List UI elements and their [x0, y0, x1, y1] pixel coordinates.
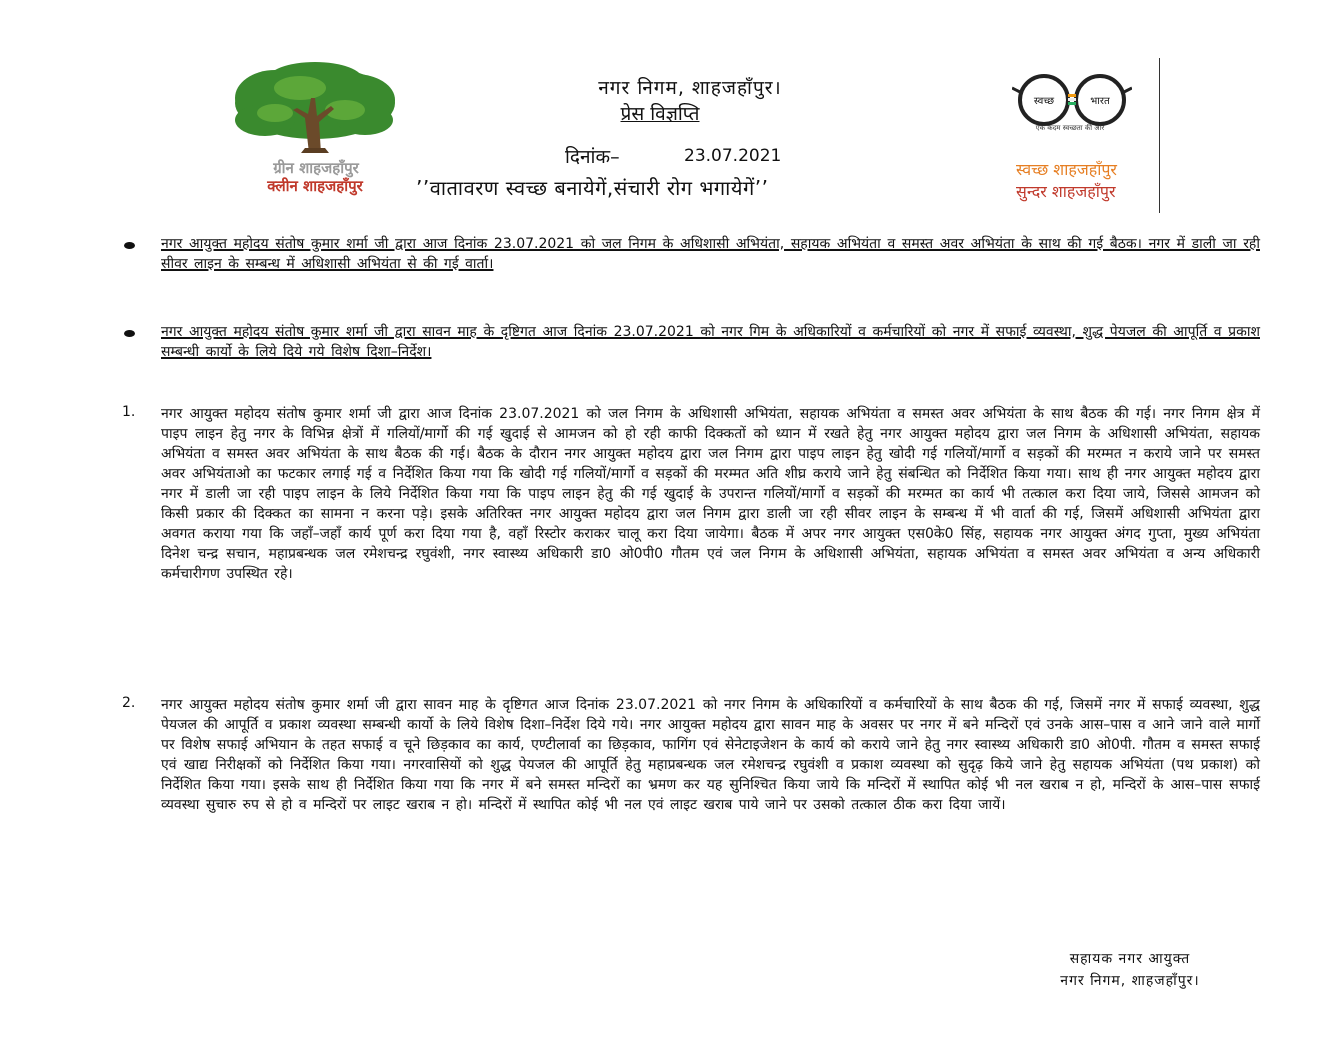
paragraph-text: नगर आयुक्त महोदय संतोष कुमार शर्मा जी द्वारा आज दिनांक 23.07.2021 को जल निगम के अधिशासी अभियंता, सहायक अभियंता व समस्त अवर अभियंता के साथ बैठक की गई। नगर निगम क्षेत्र में पाइप लाइन हेतु नगर के विभिन्न क्षेत्रों में गलियों/मार्गो की गई खुदाई से आमजन को हो रही काफी दिक्कतों को ध्यान में रखते हेतु नगर आयुक्त महोदय द्वारा जल निगम के अधिशासी अभियंता, सहायक अभियंता व समस्त अवर अभियंता के साथ बैठक की गई। बैठक के दौरान नगर आयुक्त महोदय द्वारा जल निगम द्वारा पाइप लाइन हेतु खोदी गई गलियों/मार्गो व सड़कों की मरम्मत न कराये जाने पर समस्त अवर अभियंताओ का फटकार लगाई गई व निर्देशित किया गया कि खोदी गई गलियों/मार्गो व सड़कों की मरम्मत अति शीघ्र कराये जाने हेतु संबन्धित को निर्देशित किया गया। साथ ही नगर आयुक्त महोदय द्वारा नगर में डाली जा रही पाइप लाइन के लिये निर्देशित किया गया कि पाइप लाइन हेतु की गई खुदाई के उपरान्त गलियों/मार्गो व सड़कों की मरम्मत का कार्य भी तत्काल करा दिया जाये, जिससे आमजन को किसी प्रकार की दिक्कत का सामना न करना पड़े। इसके अतिरिक्त नगर आयुक्त महोदय द्वारा जल निगम द्वारा डाली जा रही सीवर लाइन के सम्बन्ध में भी वार्ता की गई, जिसमें अधिशासी अभियंता द्वारा अवगत कराया गया कि जहाँ–जहाँ कार्य पूर्ण करा दिया गया है, वहाँ रिस्टोर कराकर चालू करा दिया जायेगा। बैठक में अपर नगर आयुक्त एस0के0 सिंह, सहायक नगर आयुक्त अंगद गुप्ता, मुख्य अभियंता दिनेश चन्द्र सचान, महाप्रबन्धक जल रमेशचन्द्र रघुवंशी, नगर स्वास्थ्य अधिकारी डा0 ओ0पी0 गौतम एवं जल निगम के अधिशासी अभियंता, सहायक अभियंता व समस्त अवर अभियंता व अन्य अधिकारी कर्मचारीगण उपस्थित रहे। — [161, 406, 1260, 582]
paragraph-text: नगर आयुक्त महोदय संतोष कुमार शर्मा जी द्वारा सावन माह के दृष्टिगत आज दिनांक 23.07.2021 को नगर निगम के अधिकारियों व कर्मचारियों के साथ बैठक की गई, जिसमें नगर में सफाई व्यवस्था, शुद्ध पेयजल की आपूर्ति व प्रकाश व्यवस्था सम्बन्धी कार्यो के लिये विशेष दिशा–निर्देश दिये गये। नगर आयुक्त महोदय द्वारा सावन माह के अवसर पर नगर में बने मन्दिरों एवं उनके आस–पास व आने जाने वाले मार्गो पर विशेष सफाई अभियान के तहत सफाई व चूने छिड़काव का कार्य, एण्टीलार्वा का छिड़काव, फागिंग एवं सेनेटाइजेशन के कार्य को कराये जाने हेतु नगर स्वास्थ्य अधिकारी डा0 ओ0पी. गौतम व समस्त सफाई एवं खाद्य निरीक्षकों को निर्देशित किया गया। नगरवासियों को शुद्ध पेयजल की आपूर्ति हेतु महाप्रबन्धक जल रमेशचन्द्र रघुवंशी व प्रकाश व्यवस्था को सुदृढ़ किये जाने हेतु सहायक अभियंता (पथ प्रकाश) को निर्देशित किया गया। इसके साथ ही निर्देशित किया गया कि नगर में बने समस्त मन्दिरों का भ्रमण कर यह सुनिश्चित किया जाये कि मन्दिरों में स्थापित कोई भी नल खराब न हो, मन्दिरों के आस–पास सफाई व्यवस्था सुचारु रुप से हो व मन्दिरों पर लाइट खराब न हो। मन्दिरों में स्थापित कोई भी नल एवं लाइट खराब पाये जाने पर उसको तत्काल ठीक करा दिया जायें। — [161, 697, 1260, 813]
item-number: 1. — [122, 404, 136, 420]
glasses-right-text: भारत — [1090, 96, 1110, 107]
bullet-text: नगर आयुक्त महोदय संतोष कुमार शर्मा जी द्वारा आज दिनांक 23.07.2021 को जल निगम के अधिशासी अभियंता, सहायक अभियंता व समस्त अवर अभियंता के साथ की गई बैठक। नगर में डाली जा रही सीवर लाइन के सम्बन्ध में अधिशासी अभियंता से की गई वार्ता। — [161, 236, 1260, 272]
bullet-text: नगर आयुक्त महोदय संतोष कुमार शर्मा जी द्वारा सावन माह के दृष्टिगत आज दिनांक 23.07.2021 को नगर गिम के अधिकारियों व कर्मचारियों को नगर में सफाई व्यवस्था, शुद्ध पेयजल की आपूर्ति व प्रकाश सम्बन्धी कार्यो के लिये दिये गये विशेष दिशा–निर्देश। — [161, 324, 1260, 360]
org-name: नगर निगम, शाहजहाँपुर। — [598, 77, 782, 99]
bullet-dot-icon — [124, 330, 135, 337]
glasses-left-text: स्वच्छ — [1033, 96, 1055, 107]
signature-designation: सहायक नगर आयुक्त — [1069, 951, 1191, 967]
swachh-tagline: एक कदम स्वच्छता की ओर — [1035, 124, 1105, 132]
press-release-title: प्रेस विज्ञप्ति — [620, 103, 700, 125]
sundar-shahjahanpur-text: सुन्दर शाहजहाँपुर — [1016, 182, 1116, 201]
swachh-bharat-glasses-icon — [1012, 72, 1132, 132]
swachh-shahjahanpur-text: स्वच्छ शाहजहाँपुर — [1016, 160, 1117, 179]
signature-office: नगर निगम, शाहजहाँपुर। — [1060, 973, 1200, 989]
green-shahjahanpur-text: ग्रीन शाहजहाँपुर — [273, 159, 359, 177]
date-value: 23.07.2021 — [684, 146, 782, 166]
clean-shahjahanpur-text: क्लीन शाहजहाँपुर — [267, 177, 363, 195]
date-label: दिनांक– — [565, 146, 620, 168]
bullet-dot-icon — [124, 242, 135, 249]
header-divider — [1159, 58, 1160, 213]
slogan: ’’वातावरण स्वच्छ बनायेगें,संचारी रोग भगायेगें’’ — [416, 176, 769, 200]
signature-block — [1000, 948, 1260, 992]
item-number: 2. — [122, 695, 136, 711]
